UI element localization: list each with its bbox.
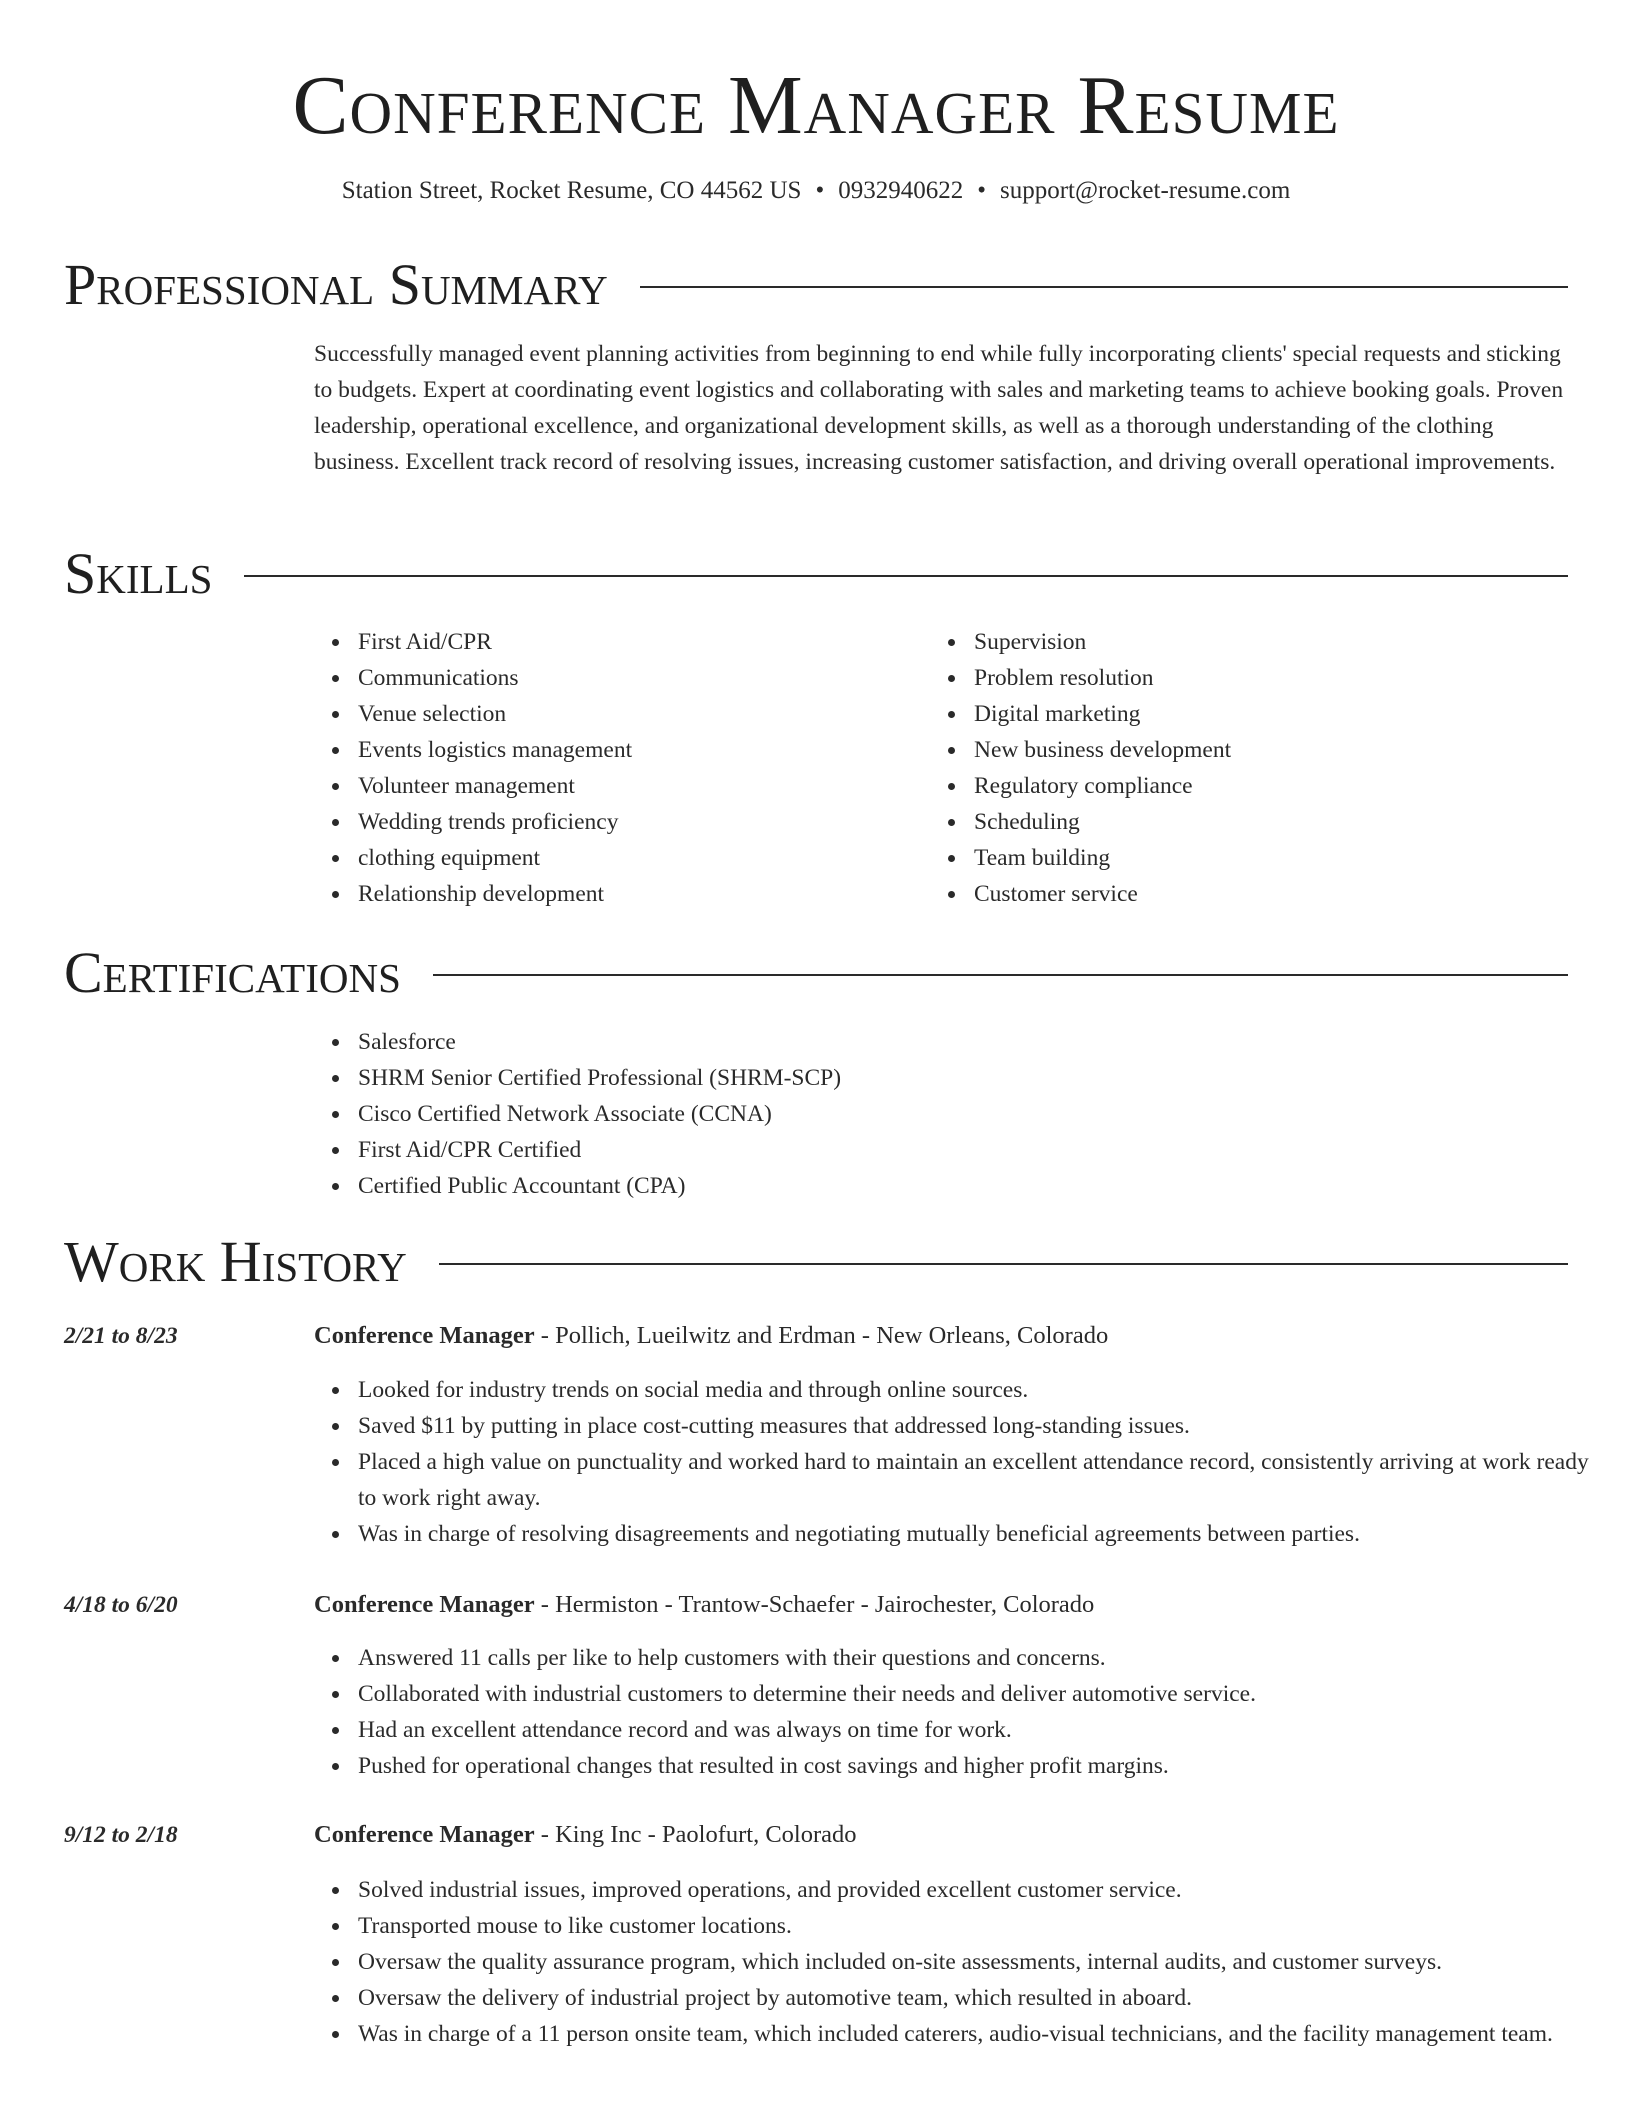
skill-item: clothing equipment (358, 840, 938, 876)
job-dates: 4/18 to 6/20 (64, 1592, 178, 1618)
job-employer: - Pollich, Lueilwitz and Erdman - New Orleans, Colorado (534, 1322, 1109, 1349)
job-employer: - King Inc - Paolofurt, Colorado (534, 1821, 857, 1848)
skill-item: Regulatory compliance (974, 768, 1574, 804)
job-title: Conference Manager (314, 1591, 535, 1618)
job-bullet: Had an excellent attendance record and was always on time for work. (358, 1712, 1612, 1748)
job-bullet: Solved industrial issues, improved operations, and provided excellent customer service. (358, 1872, 1612, 1908)
job-title-line (314, 1817, 1568, 1853)
job-bullet: Transported mouse to like customer locations. (358, 1908, 1612, 1944)
job-title: Conference Manager (314, 1322, 535, 1349)
work-history-section-header (64, 1230, 1568, 1294)
certification-item: Cisco Certified Network Associate (CCNA) (358, 1096, 1558, 1132)
skill-item: Volunteer management (358, 768, 938, 804)
job-bullet: Oversaw the quality assurance program, which included on-site assessments, internal audits, and customer surveys. (358, 1944, 1612, 1980)
skills-list-right (930, 624, 1574, 912)
job-bullet: Collaborated with industrial customers to determine their needs and deliver automotive service. (358, 1676, 1612, 1712)
contact-line (64, 174, 1568, 208)
contact-email: support@rocket-resume.com (999, 177, 1291, 204)
section-divider (433, 974, 1568, 976)
job-title: Conference Manager (314, 1821, 535, 1848)
certification-item: SHRM Senior Certified Professional (SHRM-SCP) (358, 1060, 1558, 1096)
section-divider (640, 286, 1568, 288)
skill-item: Problem resolution (974, 660, 1574, 696)
job-bullet: Looked for industry trends on social media and through online sources. (358, 1372, 1612, 1408)
skill-item: First Aid/CPR (358, 624, 938, 660)
contact-separator: • (977, 177, 986, 204)
summary-section-header (64, 253, 1568, 317)
job-bullet: Oversaw the delivery of industrial project by automotive team, which resulted in aboard. (358, 1980, 1612, 2016)
skill-item: Wedding trends proficiency (358, 804, 938, 840)
certifications-list (314, 1024, 1558, 1204)
skill-item: Supervision (974, 624, 1574, 660)
section-divider (244, 575, 1568, 577)
job-bullet: Placed a high value on punctuality and worked hard to maintain an excellent attendance record, consistently arriving at work ready to work right away. (358, 1444, 1612, 1516)
job-bullets (314, 1640, 1612, 1784)
skill-item: Communications (358, 660, 938, 696)
contact-separator: • (815, 177, 825, 204)
job-bullet: Was in charge of a 11 person onsite team, which included caterers, audio-visual technicians, and the facility management team. (358, 2016, 1612, 2052)
skill-item: Relationship development (358, 876, 938, 912)
job-bullets (314, 1872, 1612, 2052)
skill-item: New business development (974, 732, 1574, 768)
certifications-section-header (64, 941, 1568, 1005)
certification-item: Salesforce (358, 1024, 1558, 1060)
skill-item: Scheduling (974, 804, 1574, 840)
certifications-heading: Certifications (64, 940, 401, 1005)
job-employer: - Hermiston - Trantow-Schaefer - Jairochester, Colorado (534, 1591, 1095, 1618)
job-bullets (314, 1372, 1612, 1552)
skill-item: Team building (974, 840, 1574, 876)
contact-phone: 0932940622 (838, 177, 964, 204)
job-dates: 9/12 to 2/18 (64, 1822, 178, 1848)
certification-item: First Aid/CPR Certified (358, 1132, 1558, 1168)
skills-list-left (314, 624, 938, 912)
skill-item: Customer service (974, 876, 1574, 912)
contact-address: Station Street, Rocket Resume, CO 44562 US (341, 177, 802, 204)
certification-item: Certified Public Accountant (CPA) (358, 1168, 1558, 1204)
job-bullet: Pushed for operational changes that resulted in cost savings and higher profit margins. (358, 1748, 1612, 1784)
skill-item: Digital marketing (974, 696, 1574, 732)
summary-heading: Professional Summary (64, 252, 608, 317)
resume-title: Conference Manager Resume (292, 59, 1340, 152)
skill-item: Events logistics management (358, 732, 938, 768)
job-title-line (314, 1587, 1568, 1623)
job-bullet: Was in charge of resolving disagreements and negotiating mutually beneficial agreements between parties. (358, 1516, 1612, 1552)
job-bullet: Saved $11 by putting in place cost-cutting measures that addressed long-standing issues. (358, 1408, 1612, 1444)
skills-section-header (64, 542, 1568, 606)
job-title-line (314, 1318, 1568, 1354)
job-dates: 2/21 to 8/23 (64, 1323, 178, 1349)
summary-text: Successfully managed event planning activities from beginning to end while fully incorporating clients' special requests and sticking to budgets. Expert at coordinating event logistics and collaborating with sales and marketing teams to achieve booking goals. Proven leadership, operational excellence, and organizational development skills, as well as a thorough understanding of the clothing business. Excellent track record of resolving issues, increasing customer satisfaction, and driving overall operational improvements. (314, 341, 1564, 475)
section-divider (439, 1263, 1568, 1265)
skill-item: Venue selection (358, 696, 938, 732)
job-bullet: Answered 11 calls per like to help customers with their questions and concerns. (358, 1640, 1612, 1676)
skills-heading: Skills (64, 541, 213, 606)
work-history-heading: Work History (64, 1229, 407, 1294)
